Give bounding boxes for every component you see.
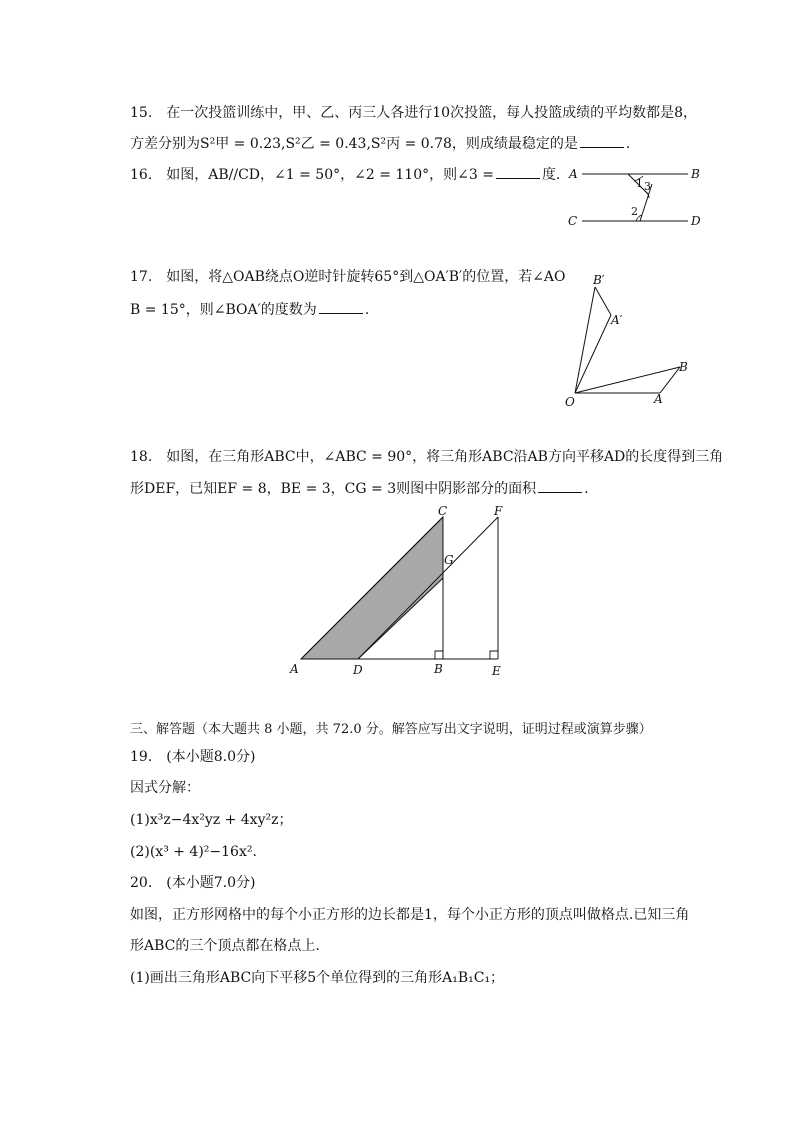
q18-end: . bbox=[584, 481, 589, 497]
q18-line2 bbox=[130, 480, 589, 498]
label-f: F bbox=[494, 504, 503, 518]
label-e: E bbox=[492, 664, 501, 678]
label-c: C bbox=[568, 214, 578, 228]
q16-text: 如图，AB//CD，∠1 = 50°，∠2 = 110°，则∠3 = bbox=[166, 167, 494, 183]
angle-1-label: 1 bbox=[636, 177, 643, 190]
q18-text-line2: 形DEF，已知EF = 8，BE = 3，CG = 3则图中阴影部分的面积 bbox=[130, 481, 537, 497]
segment-ob bbox=[575, 367, 680, 393]
q18-line1 bbox=[130, 448, 723, 466]
label-a: A bbox=[290, 662, 299, 676]
right-angle-e bbox=[490, 651, 498, 659]
q19-prompt: 因式分解： bbox=[130, 780, 200, 796]
label-b: B bbox=[434, 662, 443, 676]
q20-header: 20. (本小题7.0分) bbox=[130, 875, 256, 891]
label-c: C bbox=[438, 504, 448, 518]
q15-text-line1: 在一次投篮训练中，甲、乙、丙三人各进行10次投篮，每人投篮成绩的平均数都是8， bbox=[166, 105, 697, 121]
q19-header: 19. (本小题8.0分) bbox=[130, 749, 256, 765]
q17-line1 bbox=[130, 268, 566, 286]
q16-figure bbox=[560, 160, 710, 235]
q15-number: 15. bbox=[130, 105, 153, 121]
q17-line2 bbox=[130, 301, 369, 319]
segment-a-prime-b-prime bbox=[595, 287, 611, 315]
q17-text-line2: B = 15°，则∠BOA′的度数为 bbox=[130, 302, 317, 318]
angle-3-label: 3 bbox=[644, 180, 651, 193]
q16-end: 度. bbox=[541, 167, 561, 183]
label-a-prime: A′ bbox=[611, 313, 623, 327]
q17-answer-blank[interactable] bbox=[319, 301, 363, 314]
q17-number: 17. bbox=[130, 269, 153, 285]
q17-figure bbox=[555, 265, 705, 415]
q15-line2 bbox=[130, 135, 630, 153]
segment-ob-prime bbox=[575, 287, 595, 393]
label-a: A bbox=[569, 167, 578, 181]
angle-2-label: 2 bbox=[631, 205, 638, 218]
q15-answer-blank[interactable] bbox=[580, 135, 624, 148]
q15-line1 bbox=[130, 104, 697, 122]
q17-text-line1: 如图，将△OAB绕点O逆时针旋转65°到△OA′B′的位置，若∠AO bbox=[166, 269, 566, 285]
q18-text-line1: 如图，在三角形ABC中，∠ABC = 90°，将三角形ABC沿AB方向平移AD的长度得到三角 bbox=[166, 449, 724, 465]
q20-line1: 如图，正方形网格中的每个小正方形的边长都是1，每个小正方形的顶点叫做格点.已知三角 bbox=[130, 907, 690, 923]
q20-part1: (1)画出三角形ABC向下平移5个单位得到的三角形A₁B₁C₁； bbox=[130, 970, 505, 986]
q19-part1: (1)x³z−4x²yz + 4xy²z； bbox=[130, 812, 293, 828]
q15-text-line2: 方差分别为S²甲 = 0.23,S²乙 = 0.43,S²丙 = 0.78，则成绩最稳定的是 bbox=[130, 136, 578, 152]
q18-answer-blank[interactable] bbox=[538, 480, 582, 493]
label-b-prime: B′ bbox=[593, 273, 605, 287]
q18-figure bbox=[280, 500, 520, 685]
label-o: O bbox=[565, 395, 575, 409]
q20-line2: 形ABC的三个顶点都在格点上. bbox=[130, 938, 320, 954]
q16-line bbox=[130, 166, 560, 184]
label-a: A bbox=[654, 392, 663, 406]
q16-answer-blank[interactable] bbox=[496, 166, 540, 179]
label-b: B bbox=[691, 167, 700, 181]
right-angle-b bbox=[435, 651, 443, 659]
q18-number: 18. bbox=[130, 449, 153, 465]
q19-part2: (2)(x³ + 4)²−16x². bbox=[130, 844, 257, 860]
label-d: D bbox=[691, 214, 701, 228]
label-g: G bbox=[444, 553, 454, 567]
section-3-heading: 三、解答题（本大题共 8 小题，共 72.0 分。解答应写出文字说明，证明过程或演算步骤） bbox=[130, 722, 652, 737]
label-d: D bbox=[353, 663, 363, 677]
label-b: B bbox=[679, 360, 688, 374]
q15-end: . bbox=[625, 136, 631, 152]
q16-number: 16. bbox=[130, 167, 153, 183]
q17-end: . bbox=[364, 302, 370, 318]
segment-oa-prime bbox=[575, 315, 611, 393]
